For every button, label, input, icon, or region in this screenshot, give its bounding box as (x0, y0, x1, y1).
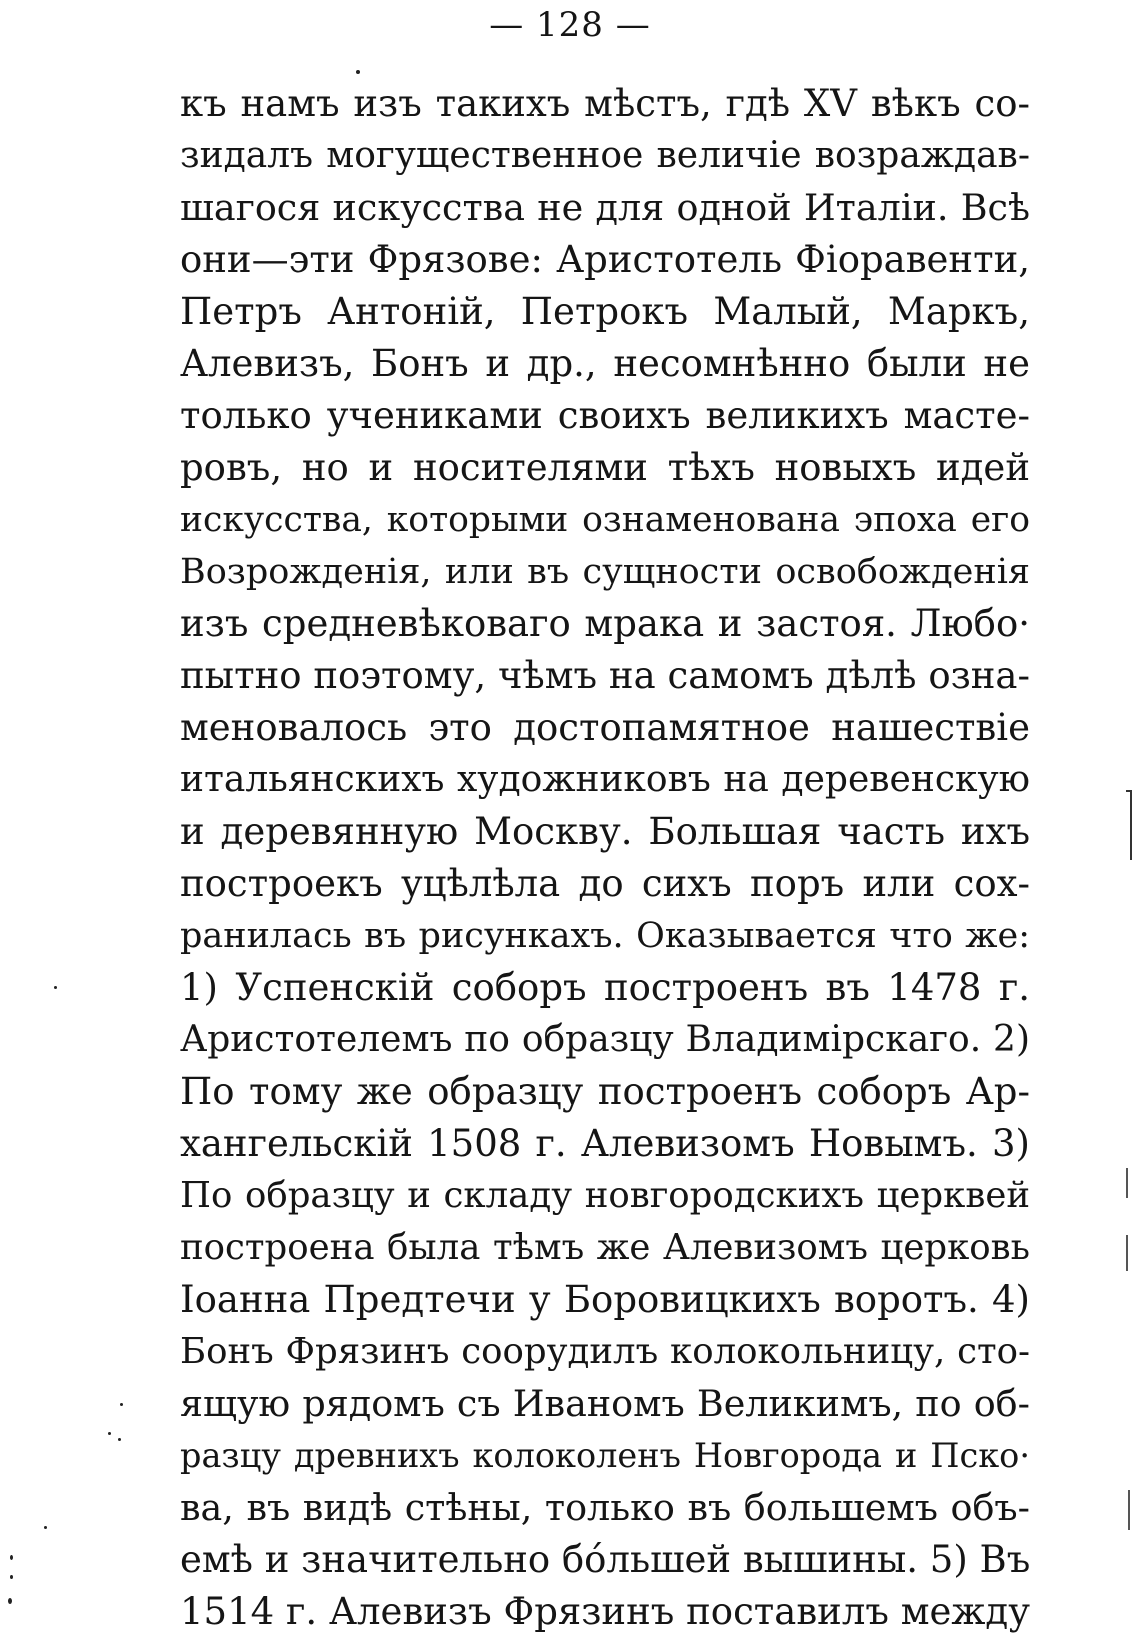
text-line: искусства, которыми ознаменована эпоха его (180, 500, 1030, 540)
text-line: меновалось это достопамятное нашествіе (180, 706, 1030, 749)
scan-speck (8, 1598, 12, 1604)
scan-edge-mark (1126, 790, 1132, 792)
text-line: По тому же образцу построенъ соборъ Ар- (180, 1070, 1030, 1113)
scan-speck (10, 1555, 13, 1560)
text-line: изъ средневѣковаго мрака и застоя. Любо· (180, 602, 1030, 645)
text-line: они—эти Фрязове: Аристотель Фіоравенти, (180, 238, 1030, 281)
scan-edge-mark (1128, 1490, 1130, 1530)
text-line: построекъ уцѣлѣла до сихъ поръ или сох- (180, 862, 1030, 905)
scan-speck (10, 1575, 13, 1579)
text-line: хангельскій 1508 г. Алевизомъ Новымъ. 3) (180, 1122, 1030, 1165)
scan-speck (44, 1526, 47, 1529)
text-line: Іоанна Предтечи у Боровицкихъ воротъ. 4) (180, 1278, 1030, 1321)
text-line: только учениками своихъ великихъ масте- (180, 394, 1030, 437)
page-number: — 128 — (489, 5, 651, 45)
text-line: и деревянную Москву. Большая часть ихъ (180, 810, 1030, 853)
text-line: По образцу и складу новгородскихъ церквей (180, 1175, 1030, 1216)
body-text (180, 78, 1030, 1638)
scan-speck (118, 1438, 121, 1441)
text-line: ва, въ видѣ стѣны, только въ большемъ объ- (180, 1486, 1030, 1529)
text-line: зидалъ могущественное величіе возраждав- (180, 135, 1030, 176)
text-line: Петръ Антоній, Петрокъ Малый, Маркъ, (180, 290, 1030, 333)
scan-edge-mark (1126, 1235, 1128, 1271)
text-line: Возрожденія, или въ сущности освобожденія (180, 552, 1030, 592)
text-line: итальянскихъ художниковъ на деревенскую (180, 759, 1030, 800)
text-line: Алевизъ, Бонъ и др., несомнѣнно были не (180, 342, 1030, 385)
text-line: ранилась въ рисункахъ. Оказывается что же: (180, 916, 1030, 956)
text-line: шагося искусства не для одной Италіи. Всѣ (180, 186, 1030, 229)
scan-edge-mark (1126, 1168, 1128, 1198)
text-line: построена была тѣмъ же Алевизомъ церковь (180, 1227, 1030, 1268)
text-line: 1514 г. Алевизъ Фрязинъ поставилъ между (180, 1590, 1030, 1633)
text-line: Аристотелемъ по образцу Владимірскаго. 2) (180, 1019, 1030, 1060)
text-line: ящую рядомъ съ Иваномъ Великимъ, по об- (180, 1382, 1030, 1425)
text-line: 1) Успенскій соборъ построенъ въ 1478 г. (180, 966, 1030, 1009)
text-line: ровъ, но и носителями тѣхъ новыхъ идей (180, 446, 1030, 489)
text-line: пытно поэтому, чѣмъ на самомъ дѣлѣ озна- (180, 654, 1030, 697)
scan-speck (120, 1403, 123, 1406)
text-line: Бонъ Фрязинъ соорудилъ колокольницу, сто- (180, 1331, 1030, 1372)
text-line: разцу древнихъ колоколенъ Новгорода и Пско· (180, 1436, 1030, 1475)
scan-speck (356, 70, 360, 74)
scan-speck (54, 986, 57, 989)
scan-speck (108, 1432, 111, 1435)
scan-edge-mark (1130, 790, 1132, 860)
text-line: къ намъ изъ такихъ мѣстъ, гдѣ XV вѣкъ со- (180, 82, 1030, 125)
text-line: емѣ и значительно бо́льшей вышины. 5) Въ (180, 1538, 1030, 1581)
